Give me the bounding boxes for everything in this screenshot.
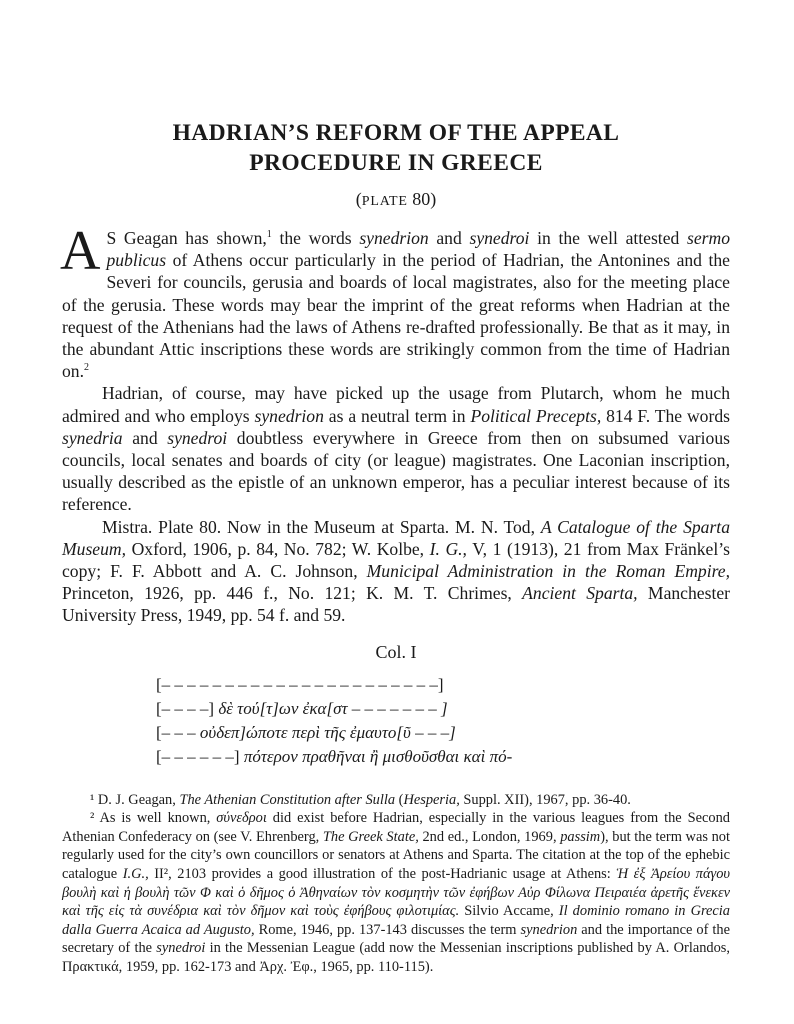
footnote-ref-1[interactable]: 1 <box>266 229 272 240</box>
plate-number: 80) <box>407 189 437 209</box>
para3-text-1: Mistra. Plate 80. Now in the Museum at Sparta. M. N. Tod, <box>102 516 541 537</box>
para3-text-3: V, 1 (1913), 21 from Max Fränkel’s copy; F. F. Abbott and A. C. Johnson, <box>62 538 730 582</box>
fn2-text-8: and the importance of the secretary of the <box>62 921 730 957</box>
fn2-text-4: ), but the term was not regularly used for the city’s own councillors or senators at Athens and Sparta. The citation at the top of the ephebic catalogue <box>62 828 730 883</box>
inscription-line-2-lacuna: [– – – –] <box>156 698 219 718</box>
title-line-2: PROCEDURE IN GREECE <box>249 150 543 176</box>
para3-title-4: Ancient Sparta, <box>522 583 638 604</box>
para1-text-1: S Geagan has shown, <box>106 228 267 248</box>
footnote-1 <box>62 791 730 810</box>
paragraph-3 <box>62 516 730 627</box>
plate-open-paren: ( <box>355 189 362 209</box>
para1-text-2: the words <box>271 228 360 248</box>
fn2-text-1: ² As is well known, <box>90 810 217 827</box>
footnotes <box>62 791 730 977</box>
inscription-line-3-lacuna: [– – – <box>156 722 200 742</box>
inscription-text <box>156 673 730 769</box>
article-title <box>62 118 730 178</box>
para3-title-3: Municipal Administration in the Roman Empire, <box>366 561 730 582</box>
para2-text-4: and <box>122 427 168 448</box>
paragraph-2 <box>62 382 730 515</box>
inscription-line-1 <box>156 673 730 697</box>
fn2-title-2: I.G., <box>122 866 149 883</box>
para2-term-3: synedroi <box>167 427 228 448</box>
para2-title-political-precepts: Political Precepts, <box>470 405 602 426</box>
fn2-greek-1: σύνεδροι <box>216 810 267 827</box>
para3-text-4: Princeton, 1926, pp. 446 f., No. 121; K. M. T. Chrimes, <box>62 583 523 604</box>
para2-text-3: 814 F. The words <box>601 405 730 426</box>
column-heading: Col. I <box>375 641 417 662</box>
article-page <box>62 118 730 977</box>
article-body <box>60 220 730 627</box>
fn2-title-1: The Greek State, <box>322 828 419 845</box>
fn2-greek-3: Ἀρχ. Ἐφ., <box>259 959 317 975</box>
fn2-text-11: 1965, pp. 110-115). <box>316 959 434 975</box>
para2-text-1: Hadrian, of course, may have picked up the usage from Plutarch, whom he much admired and who employs <box>62 383 730 426</box>
title-line-1: HADRIAN’S REFORM OF THE APPEAL <box>172 120 620 146</box>
para2-text-2: as a neutral term in <box>323 405 471 426</box>
fn2-text-7: Rome, 1946, pp. 137-143 discusses the term <box>254 921 521 938</box>
fn1-text-3: Suppl. XII), 1967, pp. 36-40. <box>459 791 631 808</box>
inscription-line-3-greek: οὐδεπ]ώποτε περὶ τῆς ἐμαυτο[ῦ – – –] <box>199 722 456 742</box>
para1-term-sermo-publicus: sermo publicus <box>106 228 730 271</box>
para2-term-1: synedrion <box>254 405 324 426</box>
inscription-line-4-lacuna: [– – – – – –] <box>156 746 244 766</box>
fn2-greek-citation: Ἡ ἐξ Ἀρείου πάγου βουλὴ καὶ ἡ βουλὴ τῶν Φ καὶ ὁ δῆμος ὁ Ἀθηναίων τὸν κοσμητὴν τῶν ἐφήβων Αὐρ Φίλωνα Πειραιέα ἀρετῆς ἕνεκεν καὶ τῆς εἰς τὰ συνέδρια καὶ τὸν δῆμον καὶ τοὺς ἐφήβους φιλοτιμίας. <box>62 866 730 920</box>
paragraph-1 <box>60 220 730 382</box>
inscription-line-3 <box>156 721 730 745</box>
para1-term-synedrion: synedrion <box>359 228 429 248</box>
inscription-line-4-greek: πότερον πραθῆναι ἢ μισθοῦσθαι καὶ πό- <box>243 746 513 766</box>
fn1-journal: Hesperia, <box>403 791 460 808</box>
fn2-passim: passim <box>560 828 601 845</box>
inscription-line-2 <box>156 697 730 721</box>
fn2-text-9: in the Messenian League (add now the Messenian inscriptions published by A. Orlandos, <box>205 940 730 957</box>
fn1-text-1: ¹ D. J. Geagan, <box>90 791 180 808</box>
para3-title-2: I. G., <box>429 538 467 559</box>
fn2-text-3: 2nd ed., London, 1969, <box>418 828 561 845</box>
plate-label: PLATE <box>361 194 408 209</box>
fn1-title: The Athenian Constitution after Sulla <box>179 791 396 808</box>
para3-title-1: A Catalogue of the Sparta Museum, <box>62 516 730 559</box>
fn2-text-10: 1959, pp. 162-173 and <box>122 959 260 975</box>
inscription-line-2-greek: δὲ τού[τ]ων ἐκα[στ – – – – – – – ] <box>218 698 448 718</box>
para1-text-5: of Athens occur particularly in the period of Hadrian, the Antonines and the Severi for councils, gerusia and boards of local magistrates, also for the meeting place of the gerusia. These words may bear the imprint of the great reforms when Hadrian at the request of the Athenians had the laws of Athens re-drafted professionally. Be that as it may, in the abundant Attic inscriptions these words are strikingly common from the time of Hadrian on. <box>62 250 730 382</box>
para2-term-2: synedria <box>62 427 123 448</box>
fn2-greek-2: Πρακτικά, <box>62 959 123 975</box>
para1-text-3: and <box>428 228 470 248</box>
fn1-text-2: ( <box>395 791 404 808</box>
fn2-term-2: synedroi <box>156 940 206 957</box>
drop-cap: A <box>60 220 101 282</box>
fn2-term-1: synedrion <box>520 921 578 938</box>
plate-reference <box>62 188 730 213</box>
inscription-line-1-text: [– – – – – – – – – – – – – – – – – – – – – –] <box>156 674 444 694</box>
fn2-text-2: did exist before Hadrian, especially in the various leagues from the Second Athenian Confederacy on (see V. Ehrenberg, <box>62 810 730 845</box>
para2-text-5: doubtless everywhere in Greece from then on subsumed various councils, local senates and boards of city (or league) magistrates. One Laconian inscription, usually described as the epistle of an unknown emperor, has a peculiar interest because of its reference. <box>62 427 730 515</box>
fn2-text-5: II², 2103 provides a good illustration of the post-Hadrianic usage at Athens: <box>148 866 617 883</box>
para3-text-5: Manchester University Press, 1949, pp. 54 f. and 59. <box>62 583 730 626</box>
para1-term-synedroi: synedroi <box>469 228 530 248</box>
inscription-line-4 <box>156 745 730 769</box>
footnote-ref-2[interactable]: 2 <box>84 362 89 374</box>
para1-text-4: in the well attested <box>529 228 687 248</box>
fn2-text-6: Silvio Accame, <box>459 903 559 920</box>
fn2-title-3: Il dominio romano in Grecia dalla Guerra Acaica ad Augusto, <box>62 903 731 938</box>
footnote-2 <box>62 809 730 976</box>
para3-text-2: Oxford, 1906, p. 84, No. 782; W. Kolbe, <box>126 538 430 559</box>
